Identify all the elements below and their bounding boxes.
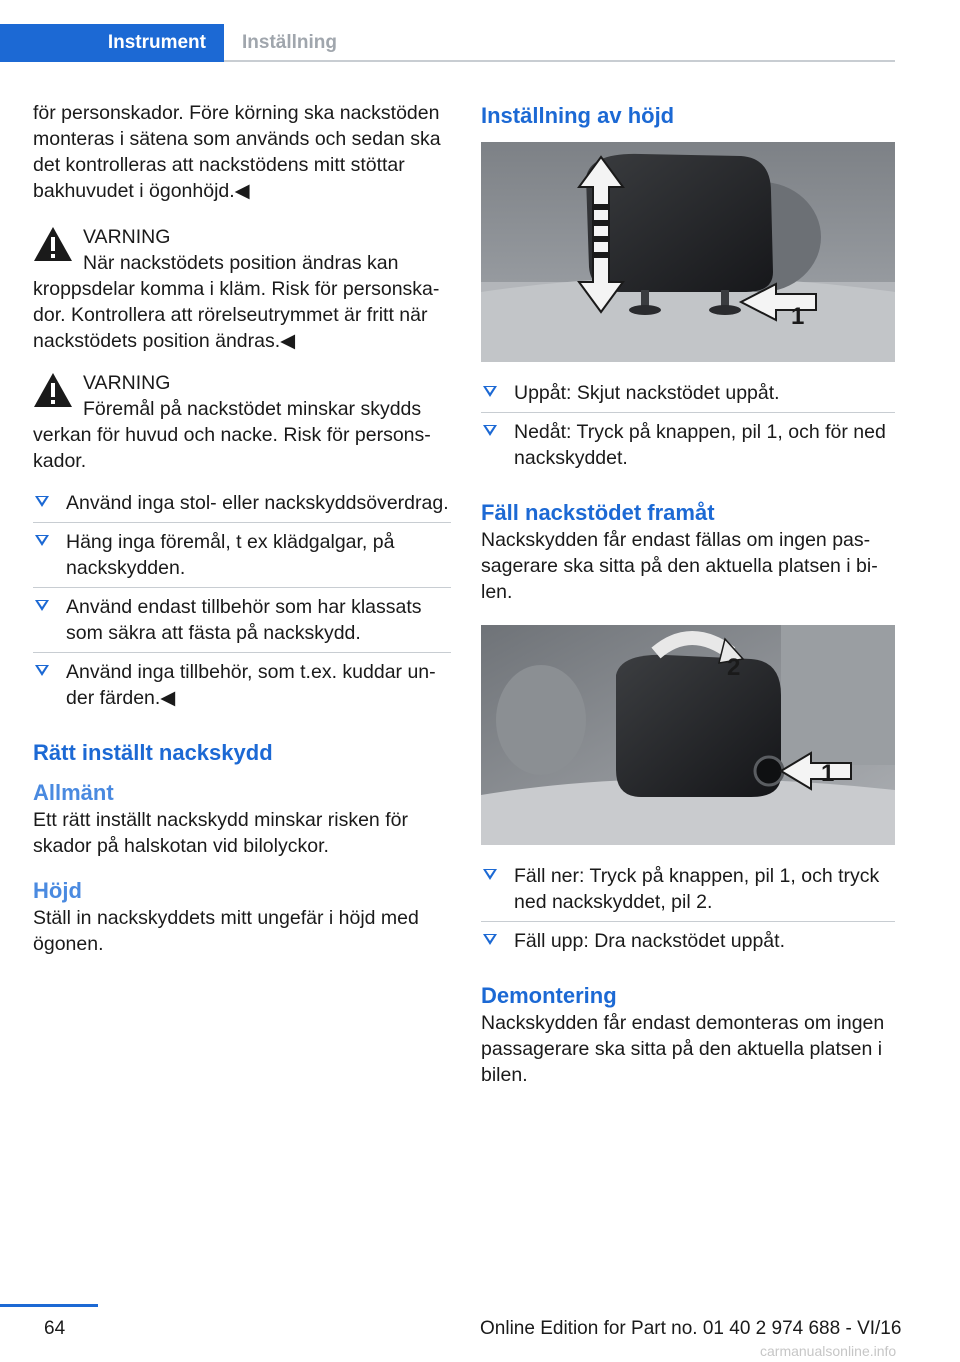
remove-block [481,982,895,1088]
warning-icon [33,372,73,408]
fold-heading: Fäll nackstödet framåt [481,500,715,525]
footer-accent-line [0,1304,98,1307]
height-list [481,380,895,477]
fold-list [481,863,895,960]
figure-callout-1: 1 [791,303,805,330]
triangle-bullet-icon [35,600,49,611]
adjust-heading: Inställning av höjd [481,103,675,128]
warning-block-2 [33,370,451,474]
list-item: Fäll upp: Dra nackstödet uppåt. [481,921,895,960]
general-heading: Allmänt [33,780,114,805]
headrest-height-figure [481,142,895,362]
warning-text-1: kroppsdelar komma i kläm. Risk för personskador. Kontrollera att rörelseutrymmet är fritt när nackstödets position ändras.◀ [33,278,440,352]
height-block [33,877,451,957]
general-text: Ett rätt inställt nackskydd minskar risken för skador på halskotan vid bilolyckor. [33,809,408,857]
warning-line-2: Föremål på nackstödet minskar skydds [83,398,422,420]
warning-line-1: När nackstödets position ändras kan [83,252,399,274]
list-item: Använd endast tillbehör som har klassats som säkra att fästa på nackskydd. [33,587,451,652]
tab-installning[interactable]: Inställning [242,32,337,53]
warning-title-2: VARNING [83,372,171,394]
triangle-bullet-icon [483,934,497,945]
warning-title-1: VARNING [83,226,171,248]
list-item: Använd inga stol- eller nackskyddsöverdrag. [33,490,451,522]
section-title: Rätt inställt nackskydd [33,740,273,765]
fold-text: Nackskydden får endast fällas om ingen passagerare ska sitta på den aktuella platsen i bilen. [481,529,878,603]
tab-instrument[interactable]: Instrument [0,24,224,62]
safety-list [33,490,451,717]
page-number: 64 [44,1318,66,1339]
remove-text: Nackskydden får endast demonteras om ingen passagerare ska sitta på den aktuella platsen i bilen. [481,1012,885,1086]
warning-icon [33,226,73,262]
headrest-fold-figure [481,625,895,845]
fold-block [481,499,895,605]
watermark-text: carmanualsonline.info [760,1343,897,1359]
triangle-bullet-icon [483,386,497,397]
height-heading: Höjd [33,878,82,903]
list-item: Nedåt: Tryck på knappen, pil 1, och för ned nackskyddet. [481,412,895,477]
height-text: Ställ in nackskyddets mitt ungefär i höjd med ögonen. [33,907,419,955]
triangle-bullet-icon [35,535,49,546]
edition-text: Online Edition for Part no. 01 40 2 974 688 - VI/16 [480,1318,902,1339]
left-column [33,100,451,975]
figure-callout-2: 2 [727,654,741,681]
figure-callout-1: 1 [821,760,835,787]
triangle-bullet-icon [35,665,49,676]
list-item: Uppåt: Skjut nackstödet uppåt. [481,380,895,412]
chapter-header [0,24,895,62]
triangle-bullet-icon [35,496,49,507]
list-item: Använd inga tillbehör, som t.ex. kuddar under färden.◀ [33,652,451,717]
general-block [33,779,451,859]
intro-paragraph: för personskador. Före körning ska nackstöden monteras i sätena som används och sedan ska det kontrolleras att nackstödens mitt stöttar bakhuvudet i ögonhöjd.◀ [33,102,441,202]
header-divider [224,60,895,62]
warning-block-1 [33,224,451,354]
headrest-height-illustration [481,142,895,362]
triangle-bullet-icon [483,869,497,880]
warning-text-2: verkan för huvud och nacke. Risk för personskador. [33,424,431,472]
remove-heading: Demontering [481,983,617,1008]
right-column [481,100,895,1106]
headrest-fold-illustration [481,625,895,845]
list-item: Häng inga föremål, t ex klädgalgar, på nackskydden. [33,522,451,587]
list-item: Fäll ner: Tryck på knappen, pil 1, och tryck ned nackskyddet, pil 2. [481,863,895,921]
triangle-bullet-icon [483,425,497,436]
